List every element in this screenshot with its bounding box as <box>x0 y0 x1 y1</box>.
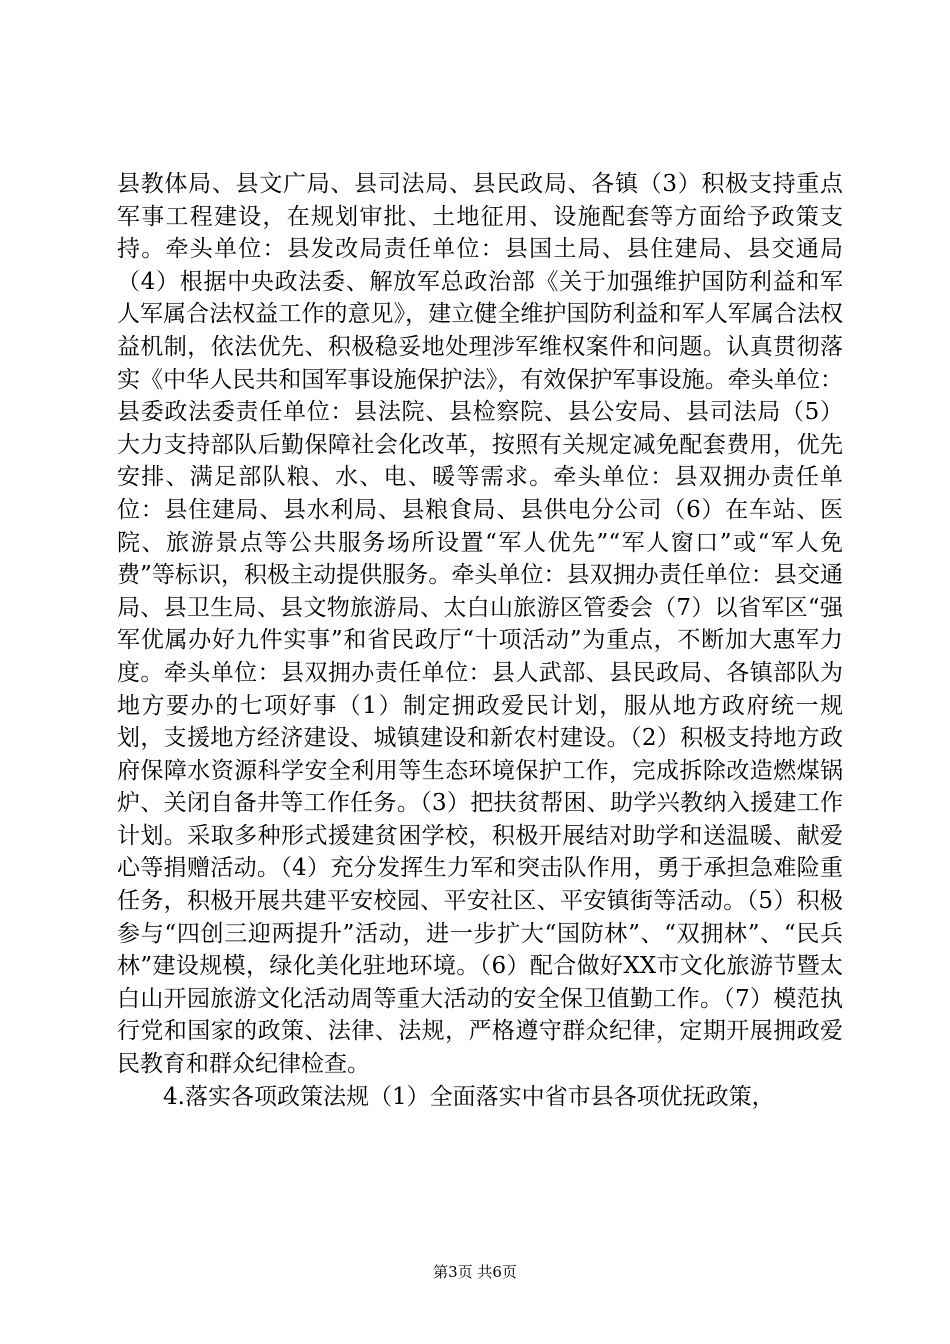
paragraph-continued: 县教体局、县文广局、县司法局、县民政局、各镇（3）积极支持重点军事工程建设，在规划审批、土地征用、设施配套等方面给予政策支持。牵头单位：县发改局责任单位：县国土局、县住建局、县交通局（4）根据中央政法委、解放军总政治部《关于加强维护国防利益和军人军属合法权益工作的意见》，建立健全维护国防利益和军人军属合法权益机制，依法优先、积极稳妥地处理涉军维权案件和问题。认真贯彻落实《中华人民共和国军事设施保护法》，有效保护军事设施。牵头单位：县委政法委责任单位：县法院、县检察院、县公安局、县司法局（5）大力支持部队后勤保障社会化改革，按照有关规定减免配套费用，优先安排、满足部队粮、水、电、暖等需求。牵头单位：县双拥办责任单位：县住建局、县水利局、县粮食局、县供电分公司（6）在车站、医院、旅游景点等公共服务场所设置“军人优先”“军人窗口”或“军人免费”等标识，积极主动提供服务。牵头单位：县双拥办责任单位：县交通局、县卫生局、县文物旅游局、太白山旅游区管委会（7）以省军区“强军优属办好九件实事”和省民政厅“十项活动”为重点，不断加大惠军力度。牵头单位：县双拥办责任单位：县人武部、县民政局、各镇部队为地方要办的七项好事（1）制定拥政爱民计划，服从地方政府统一规划，支援地方经济建设、城镇建设和新农村建设。（2）积极支持地方政府保障水资源科学安全利用等生态环境保护工作，完成拆除改造燃煤锅炉、关闭自备井等工作任务。（3）把扶贫帮困、助学兴教纳入援建工作计划。采取多种形式援建贫困学校，积极开展结对助学和送温暖、献爱心等捐赠活动。（4）充分发挥生力军和突击队作用，勇于承担急难险重任务，积极开展共建平安校园、平安社区、平安镇街等活动。（5）积极参与“四创三迎两提升”活动，进一步扩大“国防林”、“双拥林”、“民兵林”建设规模，绿化美化驻地环境。（6）配合做好XX市文化旅游节暨太白山开园旅游文化活动周等重大活动的安全保卫值勤工作。（7）模范执行党和国家的政策、法律、法规，严格遵守群众纪律，定期开展拥政爱民教育和群众纪律检查。 <box>117 171 843 1078</box>
page-footer: 第3页 共6页 <box>433 1263 517 1281</box>
paragraph-policy-implementation: 4.落实各项政策法规（1）全面落实中省市县各项优抚政策， <box>163 1083 775 1110</box>
document-body <box>117 168 843 1113</box>
